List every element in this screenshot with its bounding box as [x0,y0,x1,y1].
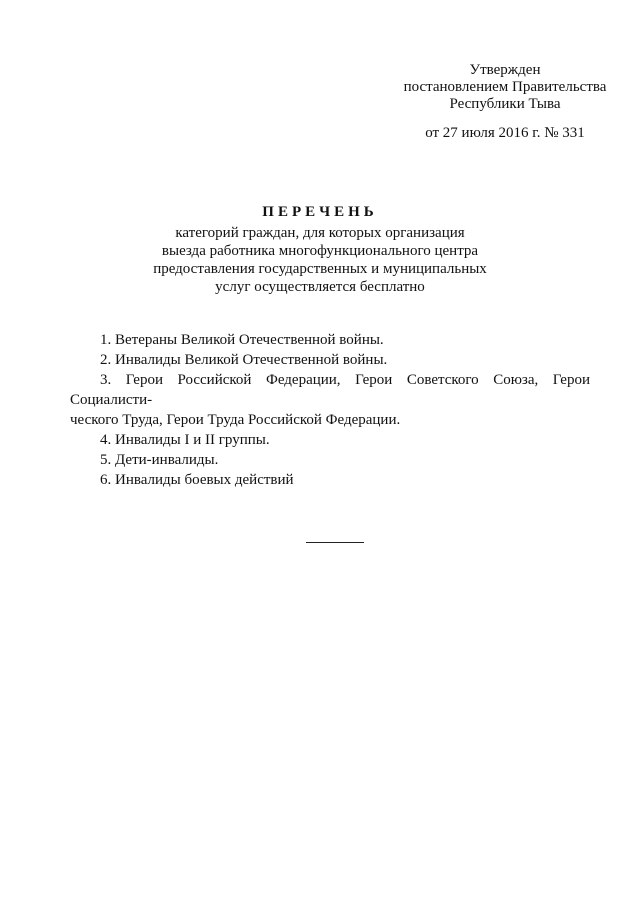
subtitle-line: выезда работника многофункционального центра [161,243,479,259]
list-item: 5. Дети-инвалиды. [100,452,219,468]
list-item: 1. Ветераны Великой Отечественной войны. [100,332,384,348]
document-title: ПЕРЕЧЕНЬ [262,204,378,220]
category-list [70,330,590,490]
subtitle-line: услуг осуществляется бесплатно [215,279,425,295]
end-divider [306,542,364,543]
document-subtitle [0,224,640,296]
approval-line: Республики Тыва [449,96,561,112]
approval-line: постановлением Правительства [403,79,607,95]
list-item-continuation: ческого Труда, Герои Труда Российской Федерации. [70,412,401,428]
subtitle-line: предоставления государственных и муниципальных [153,261,487,277]
approval-date: от 27 июля 2016 г. № 331 [425,125,585,141]
approval-block [390,62,620,142]
subtitle-line: категорий граждан, для которых организация [175,225,465,241]
list-item: 3. Герои Российской Федерации, Герои Советского Союза, Герои Социалисти- [70,372,590,408]
list-item: 6. Инвалиды боевых действий [100,472,294,488]
list-item: 2. Инвалиды Великой Отечественной войны. [100,352,388,368]
list-item: 4. Инвалиды I и II группы. [100,432,270,448]
approval-line: Утвержден [469,62,541,78]
